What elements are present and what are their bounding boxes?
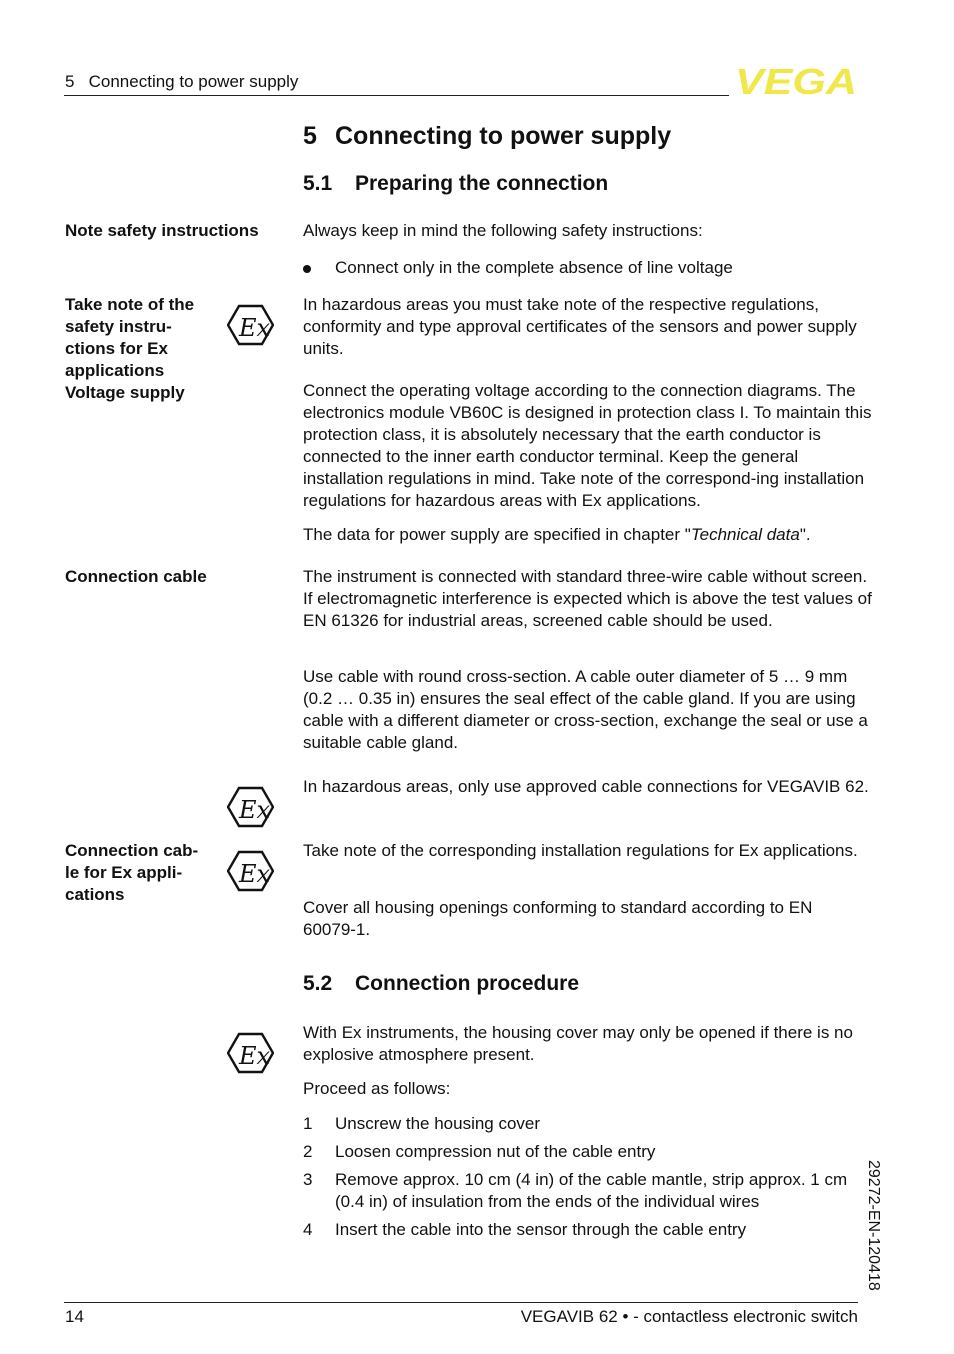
list-item: 2 Loosen compression nut of the cable entry (303, 1142, 656, 1161)
document-code: 29272-EN-120418 (865, 1160, 882, 1291)
side-label-note-safety: Note safety instructions (65, 221, 259, 240)
paragraph-cover-openings: Cover all housing openings conforming to standard according to EN 60079-1. (303, 898, 813, 939)
header-rule (64, 95, 729, 96)
paragraph-voltage-supply: Connect the operating voltage according to the connection diagrams. The electronics module VB60C is designed in protection class I. To maintain this protection class, it is absolutely necessary that the earth conductor is connected to the inner earth conductor terminal. Keep the general installation regulations in mind. Take note of the correspond-ing installation regulations for hazardous areas with Ex applications. (303, 381, 872, 510)
paragraph-proceed: Proceed as follows: (303, 1079, 451, 1098)
vega-logo (735, 66, 859, 96)
paragraph-technical-data: The data for power supply are specified in chapter "Technical data". (303, 525, 811, 544)
side-label-ex-safety: Take note of the safety instru- ctions for Ex applications Voltage supply (65, 295, 195, 402)
paragraph-ex-cover: With Ex instruments, the housing cover may only be opened if there is no explosive atmosphere present. (303, 1023, 853, 1064)
ex-protection-icon (227, 304, 274, 346)
list-item: 1 Unscrew the housing cover (303, 1114, 541, 1133)
paragraph-cable-standard: The instrument is connected with standard three-wire cable without screen. If electromagnetic interference is expected which is above the test values of EN 61326 for industrial areas, screened cable should be used. (303, 567, 872, 630)
svg-text:Ex: Ex (239, 1042, 271, 1070)
svg-text:VEGA: VEGA (735, 66, 857, 96)
paragraph-approved-cable: In hazardous areas, only use approved cable connections for VEGAVIB 62. (303, 777, 869, 796)
footer-rule (64, 1302, 858, 1303)
running-header: 5 Connecting to power supply (65, 72, 299, 91)
subsection-title-5-2: 5.2 Connection procedure (303, 972, 580, 995)
ex-protection-icon (227, 850, 274, 892)
ex-protection-icon (227, 1032, 274, 1074)
side-label-connection-cable: Connection cable (65, 567, 207, 586)
list-item: 3 Remove approx. 10 cm (4 in) of the cable mantle, strip approx. 1 cm (0.4 in) of insulation from the ends of the individual wires (303, 1170, 848, 1211)
footer-product: VEGAVIB 62 • - contactless electronic switch (520, 1307, 858, 1326)
paragraph-hazardous: In hazardous areas you must take note of the respective regulations, conformity and type approval certificates of the sensors and power supply units. (303, 295, 857, 358)
page-number: 14 (65, 1307, 84, 1326)
subsection-title-5-1: 5.1 Preparing the connection (303, 172, 609, 195)
svg-text:Ex: Ex (239, 796, 271, 824)
paragraph-cable-ex-regulations: Take note of the corresponding installation regulations for Ex applications. (303, 841, 858, 860)
side-label-voltage-supply: Voltage supply (65, 383, 185, 402)
svg-text:Ex: Ex (239, 314, 271, 342)
ex-protection-icon (227, 786, 274, 828)
paragraph-always-keep: Always keep in mind the following safety instructions: (303, 221, 703, 240)
svg-text:Ex: Ex (239, 860, 271, 888)
list-item: 4 Insert the cable into the sensor through the cable entry (303, 1220, 747, 1239)
paragraph-cable-cross-section: Use cable with round cross-section. A cable outer diameter of 5 … 9 mm (0.2 … 0.35 in) ensures the seal effect of the cable gland. If you are using cable with a different diameter or cross-section, exchange the seal or use a suitable cable gland. (303, 667, 868, 752)
section-title: 5 Connecting to power supply (303, 122, 672, 150)
list-item: Connect only in the complete absence of line voltage (303, 257, 873, 279)
bullet-icon (303, 265, 311, 273)
side-label-cable-ex: Connection cab- le for Ex appli- cations (65, 841, 199, 904)
